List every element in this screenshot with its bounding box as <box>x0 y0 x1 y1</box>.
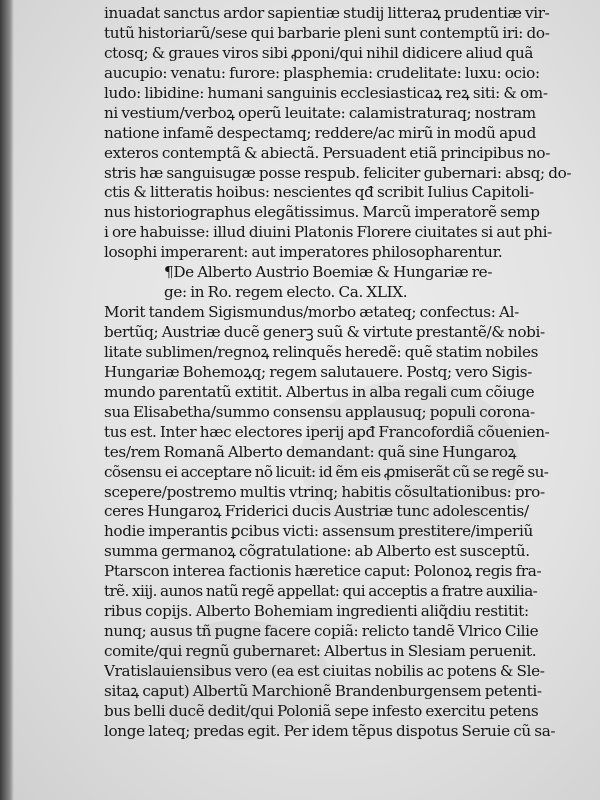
text-line: longe lateq; predas egit. Per idem tẽpus dispotus Seruie cũ sa- <box>104 721 556 740</box>
text-line: sitaꝝ caput) Albertũ Marchionẽ Brandenburgensem petenti- <box>104 681 542 700</box>
text-line: losophi imperarent: aut imperatores philosopharentur. <box>104 243 503 262</box>
text-line: mundo parentatũ extitit. Albertus in alba regali cum cõiuge <box>104 382 535 401</box>
text-line: nunq; ausus tñ pugne facere copiã: relicto tandẽ Vlrico Cilie <box>104 622 539 641</box>
text-line: sua Elisabetha/summo consensu applausuq; populi corona- <box>104 402 535 421</box>
page-edge-shadow <box>0 0 14 800</box>
text-line: ctis & litteratis hoibus: nescientes qđ scribit Iulius Capitoli- <box>104 183 534 202</box>
text-line: tes/rem Romanã Alberto demandant: quã sine Hungaroꝝ <box>104 442 517 461</box>
text-line: ctosq; & graues viros sibi ꝓponi/qui nihil didicere aliud quã <box>104 43 534 62</box>
text-line: nus historiographus elegãtissimus. Marcũ imperatorẽ semp <box>104 203 540 222</box>
text-line: stris hæ sanguisugæ posse respub. feliciter gubernari: absq; do- <box>104 163 572 182</box>
text-line: scepere/postremo multis vtrinq; habitis cõsultationibus: pro- <box>104 482 545 501</box>
text-line: inuadat sanctus ardor sapientiæ studij litteraꝝ prudentiæ vir- <box>104 4 550 22</box>
text-line: exteros contemptã & abiectã. Persuadent etiã principibus no- <box>104 143 551 162</box>
chapter-heading: ¶De Alberto Austrio Boemiæ & Hungariæ re- <box>164 263 493 282</box>
text-line: Vratislauiensibus vero (ea est ciuitas nobilis ac potens & Sle- <box>104 661 545 680</box>
text-line: trẽ. xiij. aunos natũ regẽ appellat: qui acceptis a fratre auxilia- <box>104 582 538 601</box>
text-line: cõsensu ei acceptare nõ licuit: id ẽm eis ꝓmiserãt cũ se regẽ su- <box>104 462 549 481</box>
text-line: natione infamẽ despectamq; reddere/ac mirũ in modũ apud <box>104 123 536 142</box>
text-line: Hungariæ Bohemoꝝq; regem salutauere. Postq; vero Sigis- <box>104 362 533 381</box>
text-line: ceres Hungaroꝝ Friderici ducis Austriæ tunc adolescentis/ <box>104 502 529 521</box>
chapter-heading: ge: in Ro. regem electo. Ca. XLIX. <box>164 283 408 302</box>
text-line: ni vestium/verboꝝ operũ leuitate: calamistraturaq; nostram <box>104 103 536 122</box>
text-line: bertũq; Austriæ ducẽ generꝫ suũ & virtute prestantẽ/& nobi- <box>104 323 545 341</box>
text-line: comite/qui regnũ gubernaret: Albertus in Slesiam peruenit. <box>104 642 537 660</box>
text-line: ludo: libidine: humani sanguinis ecclesiasticaꝝ reꝝ siti: & om- <box>104 83 548 102</box>
text-line: ribus copijs. Alberto Bohemiam ingredienti aliq̃diu restitit: <box>104 602 529 621</box>
text-line: summa germanoꝝ cõgratulatione: ab Alberto est susceptũ. <box>104 542 530 561</box>
text-line: Morit tandem Sigismundus/morbo ætateq; confectus: Al- <box>104 303 519 322</box>
text-line: bus belli ducẽ dedit/qui Poloniã sepe infesto exercitu petens <box>104 701 539 720</box>
body-text <box>104 4 574 742</box>
text-line: tus est. Inter hæc electores iperij apđ Francofordiã cõuenien- <box>104 422 550 441</box>
text-line: litate sublimen/regnoꝝ relinquẽs heredẽ: quẽ statim nobiles <box>104 342 539 361</box>
text-line: i ore habuisse: illud diuini Platonis Florere ciuitates si aut phi- <box>104 223 552 242</box>
text-line: Ptarscon interea factionis hæretice caput: Polonoꝝ regis fra- <box>104 562 542 581</box>
text-line: tutũ historiarũ/sese qui barbarie pleni sunt contemptũ iri: do- <box>104 23 550 42</box>
text-line: hodie imperantis ꝑcibus victi: assensum prestitere/imperiũ <box>104 522 533 541</box>
text-line: aucupio: venatu: furore: plasphemia: crudelitate: luxu: ocio: <box>104 63 540 82</box>
